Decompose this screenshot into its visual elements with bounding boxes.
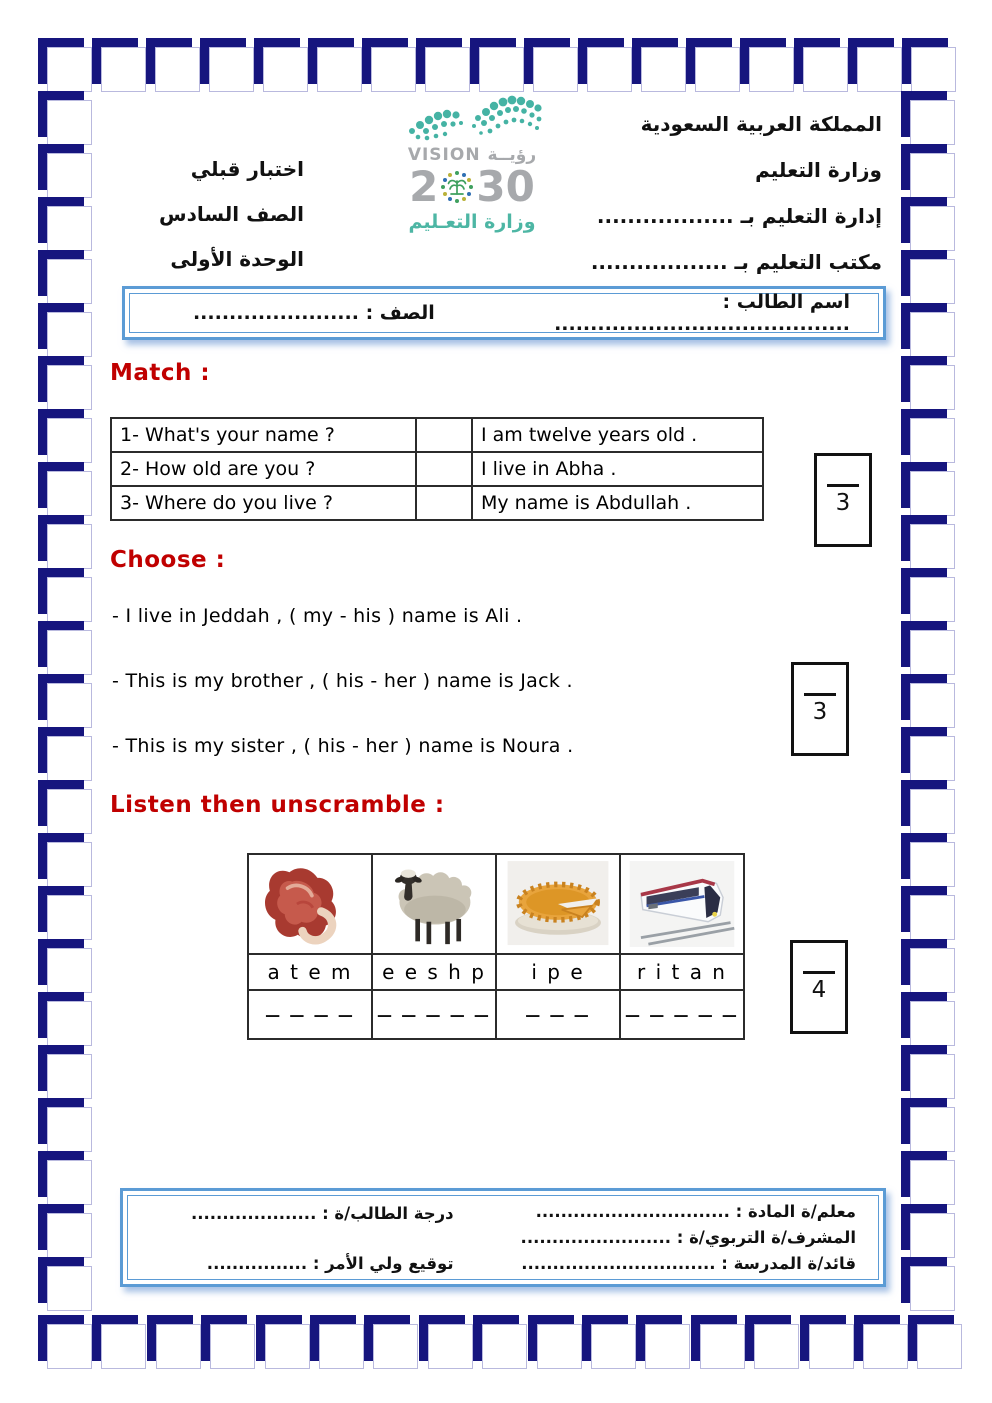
sheep-image — [378, 857, 490, 951]
border-bracket-icon — [38, 197, 92, 251]
border-bracket-icon — [528, 1315, 582, 1369]
border-bracket-icon — [578, 38, 632, 92]
border-bracket-icon — [364, 1315, 418, 1369]
border-bracket-icon — [473, 1315, 527, 1369]
pie-image — [502, 857, 614, 951]
meat-image — [254, 857, 366, 951]
border-bracket-icon — [745, 1315, 799, 1369]
student-info-box-inner — [129, 293, 879, 333]
answer-blanks-meat[interactable]: — — — — — [248, 990, 372, 1039]
border-bracket-icon — [38, 568, 92, 622]
border-bracket-icon — [901, 197, 955, 251]
border-bracket-icon — [38, 992, 92, 1046]
border-bracket-icon — [254, 38, 308, 92]
header-unit: الوحدة الأولى — [170, 247, 304, 271]
border-bracket-icon — [901, 303, 955, 357]
border-bracket-icon — [854, 1315, 908, 1369]
border-bracket-icon — [800, 1315, 854, 1369]
match-answer-cell-1[interactable] — [416, 418, 472, 452]
picture-cell-train — [620, 854, 744, 954]
border-bracket-icon — [38, 833, 92, 887]
border-bracket-icon — [419, 1315, 473, 1369]
signatures-box-inner — [127, 1195, 879, 1280]
border-bracket-icon — [901, 727, 955, 781]
vision-2030-logo — [362, 93, 582, 233]
unscramble-score-total: 4 — [811, 977, 827, 1003]
student-info-box — [122, 286, 886, 340]
border-bracket-icon — [524, 38, 578, 92]
border-bracket-icon — [147, 1315, 201, 1369]
border-bracket-icon — [901, 1151, 955, 1205]
signatures-left-column — [150, 1202, 454, 1273]
border-bracket-icon — [38, 1315, 92, 1369]
border-bracket-icon — [901, 780, 955, 834]
scrambled-letters-meat: a t e m — [248, 954, 372, 990]
border-bracket-icon — [901, 144, 955, 198]
match-score-box — [814, 453, 872, 547]
border-bracket-icon — [794, 38, 848, 92]
border-bracket-icon — [691, 1315, 745, 1369]
unscramble-section-title: Listen then unscramble : — [110, 792, 445, 818]
unscramble-table — [247, 853, 745, 1040]
border-bracket-icon — [362, 38, 416, 92]
border-bracket-icon — [582, 1315, 636, 1369]
border-bracket-icon — [38, 727, 92, 781]
header-kingdom-line: المملكة العربية السعودية — [640, 112, 882, 136]
border-bracket-icon — [38, 1045, 92, 1099]
border-bracket-icon — [901, 674, 955, 728]
border-bracket-icon — [901, 1204, 955, 1258]
border-bracket-icon — [38, 1204, 92, 1258]
unscramble-pictures-row — [248, 854, 744, 954]
border-bracket-icon — [901, 515, 955, 569]
border-bracket-icon — [38, 674, 92, 728]
border-bracket-icon — [146, 38, 200, 92]
logo-year-2: 2 — [409, 162, 439, 211]
saudi-map-dots-icon — [382, 93, 562, 147]
border-bracket-icon — [38, 515, 92, 569]
border-bracket-icon — [901, 462, 955, 516]
match-question-3: 3- Where do you live ? — [111, 486, 416, 520]
border-bracket-icon — [901, 1045, 955, 1099]
scrambled-letters-train: r i t a n — [620, 954, 744, 990]
border-bracket-icon — [901, 1257, 955, 1311]
match-row-3 — [111, 486, 763, 520]
border-bracket-icon — [201, 1315, 255, 1369]
border-bracket-icon — [38, 91, 92, 145]
answer-blanks-pie[interactable]: — — — — [496, 990, 620, 1039]
answer-blanks-train[interactable]: — — — — — — [620, 990, 744, 1039]
scrambled-letters-pie: i p e — [496, 954, 620, 990]
match-option-1: I am twelve years old . — [472, 418, 763, 452]
header-exam-block — [110, 147, 304, 282]
border-bracket-icon — [740, 38, 794, 92]
logo-vision-text: VISION رؤيــة — [407, 145, 537, 165]
score-blank-line — [804, 693, 836, 696]
border-bracket-icon — [901, 992, 955, 1046]
choose-item-3: - This is my sister , ( his - her ) name is Noura . — [112, 735, 574, 757]
border-bracket-icon — [38, 939, 92, 993]
choose-score-total: 3 — [812, 699, 828, 725]
train-image — [626, 857, 738, 951]
border-bracket-icon — [901, 356, 955, 410]
border-bracket-icon — [38, 1151, 92, 1205]
picture-cell-sheep — [372, 854, 496, 954]
match-section-title: Match : — [110, 360, 211, 386]
match-question-1: 1- What's your name ? — [111, 418, 416, 452]
border-bracket-icon — [38, 1257, 92, 1311]
border-bracket-icon — [38, 1098, 92, 1152]
score-blank-line — [803, 971, 835, 974]
subject-teacher-field: معلم/ة المادة : ............................... — [535, 1202, 856, 1221]
header-grade: الصف السادس — [159, 202, 304, 226]
border-bracket-icon — [901, 886, 955, 940]
scrambled-letters-sheep: e e s h p — [372, 954, 496, 990]
logo-2030-text — [409, 162, 535, 211]
match-table — [110, 417, 764, 521]
match-option-2: I live in Abha . — [472, 452, 763, 486]
choose-section-title: Choose : — [110, 547, 226, 573]
border-bracket-icon — [200, 38, 254, 92]
header-edu-admin-line: إدارة التعليم بـ .................. — [596, 204, 882, 228]
border-bracket-icon — [416, 38, 470, 92]
student-grade-field: درجة الطالب/ة : .................... — [190, 1204, 454, 1223]
supervisor-field: المشرف/ة التربوي/ة : ........................ — [520, 1228, 856, 1247]
border-bracket-icon — [308, 38, 362, 92]
score-blank-line — [827, 484, 859, 487]
signatures-box — [120, 1188, 886, 1287]
student-name-field: اسم الطالب : ......................................... — [554, 291, 850, 335]
header-edu-office-line: مكتب التعليم بـ .................. — [590, 250, 882, 274]
border-bracket-icon — [256, 1315, 310, 1369]
border-bracket-icon — [901, 833, 955, 887]
unscramble-letters-row — [248, 954, 744, 990]
border-bracket-icon — [38, 409, 92, 463]
border-bracket-icon — [901, 939, 955, 993]
match-row-1 — [111, 418, 763, 452]
header-ministry-line: وزارة التعليم — [755, 158, 882, 182]
border-bracket-icon — [470, 38, 524, 92]
border-bracket-icon — [38, 886, 92, 940]
border-bracket-icon — [38, 780, 92, 834]
border-bracket-icon — [901, 409, 955, 463]
border-bracket-icon — [908, 1315, 962, 1369]
logo-ministry-text: وزارة التعـليم — [408, 211, 536, 233]
guardian-signature-field: توقيع ولي الأمر : ................ — [206, 1254, 454, 1273]
border-bracket-icon — [38, 38, 92, 92]
border-bracket-icon — [310, 1315, 364, 1369]
choose-score-box — [791, 662, 849, 756]
answer-blanks-sheep[interactable]: — — — — — — [372, 990, 496, 1039]
border-bracket-icon — [848, 38, 902, 92]
picture-cell-meat — [248, 854, 372, 954]
unscramble-answer-row — [248, 990, 744, 1039]
choose-item-2: - This is my brother , ( his - her ) name is Jack . — [112, 670, 573, 692]
border-bracket-icon — [38, 303, 92, 357]
border-bracket-icon — [38, 144, 92, 198]
border-bracket-icon — [901, 621, 955, 675]
choose-item-1: - I live in Jeddah , ( my - his ) name is Ali . — [112, 605, 523, 627]
header-ministry-block — [591, 101, 882, 285]
border-bracket-icon — [901, 1098, 955, 1152]
border-bracket-icon — [38, 250, 92, 304]
picture-cell-pie — [496, 854, 620, 954]
match-score-total: 3 — [835, 490, 851, 516]
border-bracket-icon — [636, 1315, 690, 1369]
border-bracket-icon — [92, 1315, 146, 1369]
match-row-2 — [111, 452, 763, 486]
match-answer-cell-3[interactable] — [416, 486, 472, 520]
student-class-field: الصف : ....................... — [192, 302, 435, 324]
border-bracket-icon — [92, 38, 146, 92]
border-bracket-icon — [632, 38, 686, 92]
border-bracket-icon — [902, 38, 956, 92]
border-bracket-icon — [38, 621, 92, 675]
match-option-3: My name is Abdullah . — [472, 486, 763, 520]
border-bracket-icon — [901, 568, 955, 622]
match-question-2: 2- How old are you ? — [111, 452, 416, 486]
principal-field: قائد/ة المدرسة : ............................... — [521, 1254, 856, 1273]
border-bracket-icon — [901, 91, 955, 145]
logo-year-30: 30 — [476, 162, 535, 211]
border-bracket-icon — [38, 462, 92, 516]
signatures-right-column — [454, 1202, 856, 1273]
match-answer-cell-2[interactable] — [416, 452, 472, 486]
palm-emblem-icon — [439, 169, 475, 205]
border-bracket-icon — [686, 38, 740, 92]
border-bracket-icon — [901, 250, 955, 304]
header-exam-type: اختبار قبلي — [190, 157, 304, 181]
border-bracket-icon — [38, 356, 92, 410]
unscramble-score-box — [790, 940, 848, 1034]
